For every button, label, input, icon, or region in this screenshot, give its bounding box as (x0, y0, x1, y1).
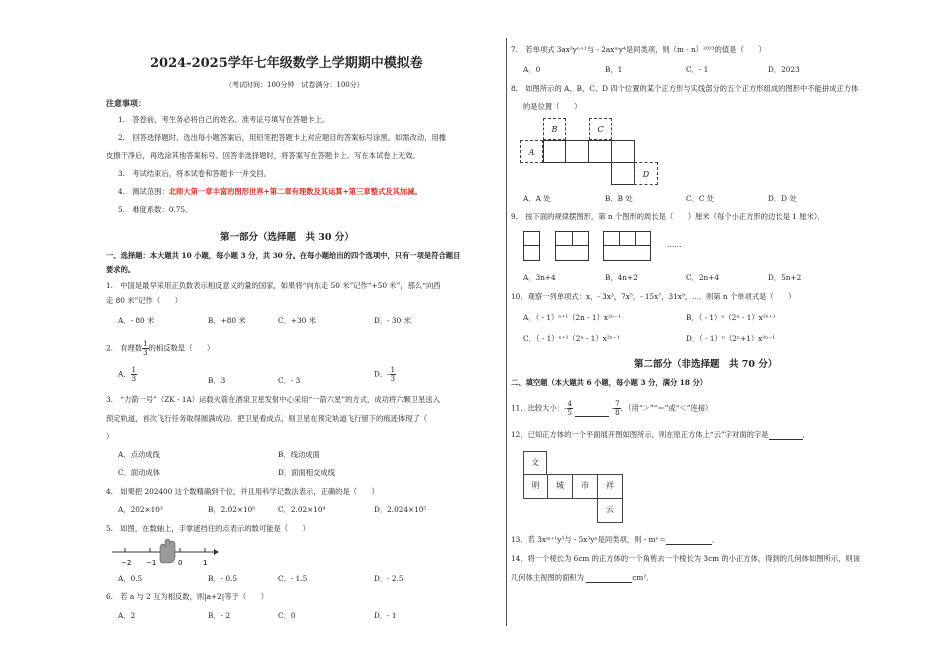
q5-option-a: A．0.5 (118, 574, 143, 583)
number-line-arrow (214, 549, 219, 555)
net-cell-yun: 云 (597, 498, 623, 523)
q6-option-b: B．- 2 (208, 611, 231, 620)
notice-4-scope: 北师大第一章丰富的图形世界+第二章有理数及其运算+第三章整式及其加减。 (168, 187, 422, 196)
q1-option-a: A．- 80 米 (118, 316, 155, 325)
q14-unit: cm²． (632, 573, 654, 582)
tick-label-minus-1: −1 (146, 559, 157, 567)
q9-stem: 9. 按下面的规律摆图形，第 n 个图形的周长是（ ）厘米（每个小正方形的边长是 1 厘米）． (511, 212, 825, 221)
q1-option-d: D．- 30 米 (374, 316, 411, 325)
q7-option-c: C．- 1 (686, 65, 709, 74)
pattern-ellipsis: …… (667, 240, 682, 249)
q3-option-d: D．面面相交成线 (278, 468, 335, 477)
q6-stem: 6. 若 a 与 2 互为相反数，则|a+2|等于（ ） (106, 592, 269, 601)
q11-f1-den: 5 (567, 409, 573, 417)
q2-frac-den: 3 (143, 349, 148, 357)
q7-option-b: B．1 (605, 65, 623, 74)
q2-option-d-frac (390, 366, 396, 383)
q11-text-mid: - (611, 403, 615, 413)
net-cell-cheng: 城 (547, 474, 573, 499)
q8-option-b: B．B 处 (605, 194, 633, 203)
tick-label-1: 1 (203, 559, 208, 567)
notice-2: 2. 回答选择题时，选出每小题答案后，用铅笔把答题卡上对应题目的答案标号涂黑。如需改动，用橡 (118, 133, 447, 142)
tick-label-0: 0 (178, 559, 183, 567)
q9-option-c: C．2n+4 (686, 273, 719, 282)
q2-stem-a: 2. 有理数 (106, 343, 143, 353)
part1-intro-cont: 要求的。 (106, 265, 136, 274)
q8-option-a: A．A 处 (523, 194, 551, 203)
q11-f1-num: 4 (567, 400, 573, 408)
q2-stem-b: 的相反数是（ ） (148, 343, 215, 353)
q5-option-c: C．- 1.5 (278, 574, 308, 583)
q5-option-b: B．- 0.5 (208, 574, 238, 583)
q6-option-c: C．0 (278, 611, 296, 620)
notice-4-label: 4. 测试范围： (118, 187, 169, 196)
part2-intro: 二、填空题（本大题共 6 小题，每小题 3 分，满分 18 分） (511, 378, 708, 387)
q9-option-a: A．3n+4 (523, 273, 556, 282)
q3-option-b: B．线动成面 (278, 450, 320, 459)
part2-title: 第二部分（非选择题 共 70 分） (634, 359, 778, 370)
solid-square-3 (588, 140, 612, 163)
q1-stem: 1. 中国是最早采用正负数表示相反意义的量的国家，如果将“向东走 50 米”记作“+50 米”，那么“向西 (106, 281, 441, 290)
q14-text: 几何体主视图的面积为 (511, 573, 584, 582)
page-title: 2024-2025学年七年级数学上学期期中模拟卷 (150, 56, 423, 71)
q11-answer-blank[interactable] (575, 408, 609, 417)
q2-option-a-num: 1 (131, 366, 137, 374)
q5-option-d: D．- 2.5 (374, 574, 404, 583)
q7-stem: 7. 若单项式 3ax²yⁿ⁺¹与 - 2axᵐy⁴是同类项，则（m - n）²⁰²³的值是（ ） (511, 45, 766, 54)
q11-fraction-1 (567, 400, 573, 417)
q3-stem-end: ） (106, 432, 114, 441)
q12-text: 12．已知正方体的一个平面展开图如图所示，则在原正方体上“云”字对面的字是 (511, 430, 769, 439)
q4-stem: 4. 如果把 202400 这个数精确到千位，并且用科学记数法表示，正确的是（ ） (106, 487, 379, 496)
q10-option-a: A．（ - 1）ⁿ⁺¹（2n - 1）x²ⁿ⁻¹ (523, 313, 621, 322)
q9-option-d: D．5n+2 (768, 273, 802, 282)
q2-option-a-den: 3 (131, 375, 137, 383)
notice-3: 3. 考试结束后，将本试卷和答题卡一并交回。 (118, 169, 271, 178)
notice-2-cont: 皮擦干净后，再选涂其他答案标号。回答非选择题时，将答案写在答题卡上。写在本试卷上无效。 (106, 151, 420, 160)
q10-option-c: C．（ - 1）ⁿ⁺¹（2ⁿ - 1）x²ⁿ⁻¹ (523, 334, 620, 343)
q2-option-a-label: A． (118, 369, 131, 379)
part1-intro: 一、选择题：本大题共 10 小题，每小题 3 分，共 30 分。在每小题给出的四个选项中，只有一项是符合题目 (106, 251, 461, 260)
solid-square-4 (611, 140, 635, 163)
q10-stem: 10．观察一列单项式：x，- 3x³，7x⁵，- 15x⁷，31x⁹，⋯．则第 n 个单项式是（ ） (511, 292, 796, 301)
q11-f2-den: 8 (615, 409, 620, 417)
q3-option-c: C．面动成体 (118, 468, 161, 477)
q10-option-d: D．（ - 1）ⁿ（2ⁿ+1）x²ⁿ⁻¹ (686, 334, 776, 343)
q11-f2-num: 7 (615, 400, 620, 408)
pattern-2-row (555, 245, 589, 261)
q4-option-d: D．2.024×10⁵ (374, 505, 427, 514)
position-d: D (634, 162, 658, 185)
q4-option-b: B．2.02×10⁵ (208, 505, 256, 514)
pattern-3-row (603, 245, 651, 261)
q8-option-d: D．D 处 (768, 194, 797, 203)
q1-option-b: B．+80 米 (208, 316, 246, 325)
part1-title: 第一部分（选择题 共 30 分） (220, 232, 354, 243)
hand-icon (160, 539, 175, 563)
solid-square-5 (611, 162, 635, 185)
notice-title: 注意事项： (106, 98, 146, 108)
position-a: A (520, 140, 543, 163)
q12-answer-blank[interactable] (769, 431, 803, 440)
q6-option-a: A．2 (118, 611, 136, 620)
q2-option-d-den: 3 (390, 375, 396, 383)
q10-option-b: B．（ - 1）ⁿ（2ⁿ - 1）x²ⁿ⁺¹ (686, 313, 776, 322)
q3-stem: 3. “力箭一号”（ZK - 1A）运载火箭在酒泉卫星发射中心采用“一箭六星”的方式，成功将六颗卫星送入 (106, 395, 440, 404)
q2-option-a-frac (131, 366, 137, 383)
q7-option-d: D．2023 (768, 65, 800, 74)
net-cell-xiang: 祥 (597, 474, 623, 499)
q8-option-c: C．C 处 (686, 194, 715, 203)
notice-4 (118, 187, 422, 197)
q2-option-d-num: 1 (390, 366, 396, 374)
q14-stem: 14．将一个棱长为 6cm 的正方体的一个角剪去一个棱长为 3cm 的小正方体，得到的几何体如图所示，则该 (511, 554, 861, 563)
q9-option-b: B．4n+2 (605, 273, 638, 282)
column-divider (506, 38, 507, 626)
q2-stem (106, 340, 214, 357)
tick-label-minus-2: −2 (121, 559, 132, 567)
net-cell-ming: 明 (523, 474, 548, 499)
q7-option-a: A．0 (523, 65, 541, 74)
notice-1: 1. 答卷前，考生务必将自己的姓名、准考证号填写在答题卡上。 (118, 115, 330, 124)
q2-option-c: C．- 3 (278, 376, 301, 385)
q4-option-a: A．202×10³ (118, 505, 163, 514)
q11-text-a: 11．比较大小：- (511, 403, 567, 413)
q14-answer-blank[interactable] (586, 574, 632, 583)
q1-option-c: C．+30 米 (278, 316, 316, 325)
q5-stem: 5. 如图，在数轴上，手掌遮挡住的点表示的数可能是（ ） (106, 524, 310, 533)
net-cell-wen: 文 (523, 451, 547, 475)
q13-text: 13．若 3xᵐ⁺¹y³与 - 5x³yⁿ是同类项，则 - mⁿ＝ (511, 535, 666, 544)
q6-option-d: D．- 1 (374, 611, 397, 620)
q8-stem-cont: 的是位置（ ） (523, 102, 582, 111)
q2-option-b: B．3 (208, 376, 226, 385)
q2-option-d-label: D．- (374, 369, 390, 379)
q11-text-b: ．（用“＞”“＝”或“＜”连接） (620, 403, 713, 413)
notice-5: 5. 难度系数：0.75。 (118, 205, 193, 214)
q4-option-c: C．2.02×10⁴ (278, 505, 326, 514)
q14-stem-cont (511, 573, 654, 583)
q2-frac-num: 1 (143, 340, 148, 348)
q12-stem: 12．已知正方体的一个平面展开图如图所示，则在原正方体上“云”字对面的字是 ． (511, 430, 810, 439)
q8-stem: 8. 如图所示的 A、B、C、D 四个位置的某个正方形与实线部分的五个正方形组成的图形中不能拼成正方体 (511, 84, 859, 93)
q1-stem-cont: 走 80 米”记作（ ） (106, 296, 183, 305)
pattern-1-square-bottom (523, 245, 540, 261)
exam-info: （考试时间：100分钟 试卷满分：100分） (225, 81, 364, 89)
q3-stem-cont: 预定轨道，首次飞行任务取得圆满成功．把卫星看成点，则卫星在预定轨道飞行留下的痕迹体现了（ (106, 414, 428, 423)
number-line-figure (110, 538, 220, 568)
q13-answer-blank[interactable] (666, 536, 712, 545)
q2-option-d (374, 366, 396, 383)
net-cell-shi: 市 (572, 474, 598, 499)
position-b: B (543, 118, 566, 140)
solid-square-1 (543, 140, 566, 163)
q11-stem (511, 400, 712, 417)
position-c: C (589, 118, 612, 140)
q13-stem: 13．若 3xᵐ⁺¹y³与 - 5x³yⁿ是同类项，则 - mⁿ＝ ． (511, 535, 720, 544)
solid-square-2 (565, 140, 589, 163)
q2-option-a (118, 366, 137, 383)
q3-option-a: A．点动成线 (118, 450, 160, 459)
